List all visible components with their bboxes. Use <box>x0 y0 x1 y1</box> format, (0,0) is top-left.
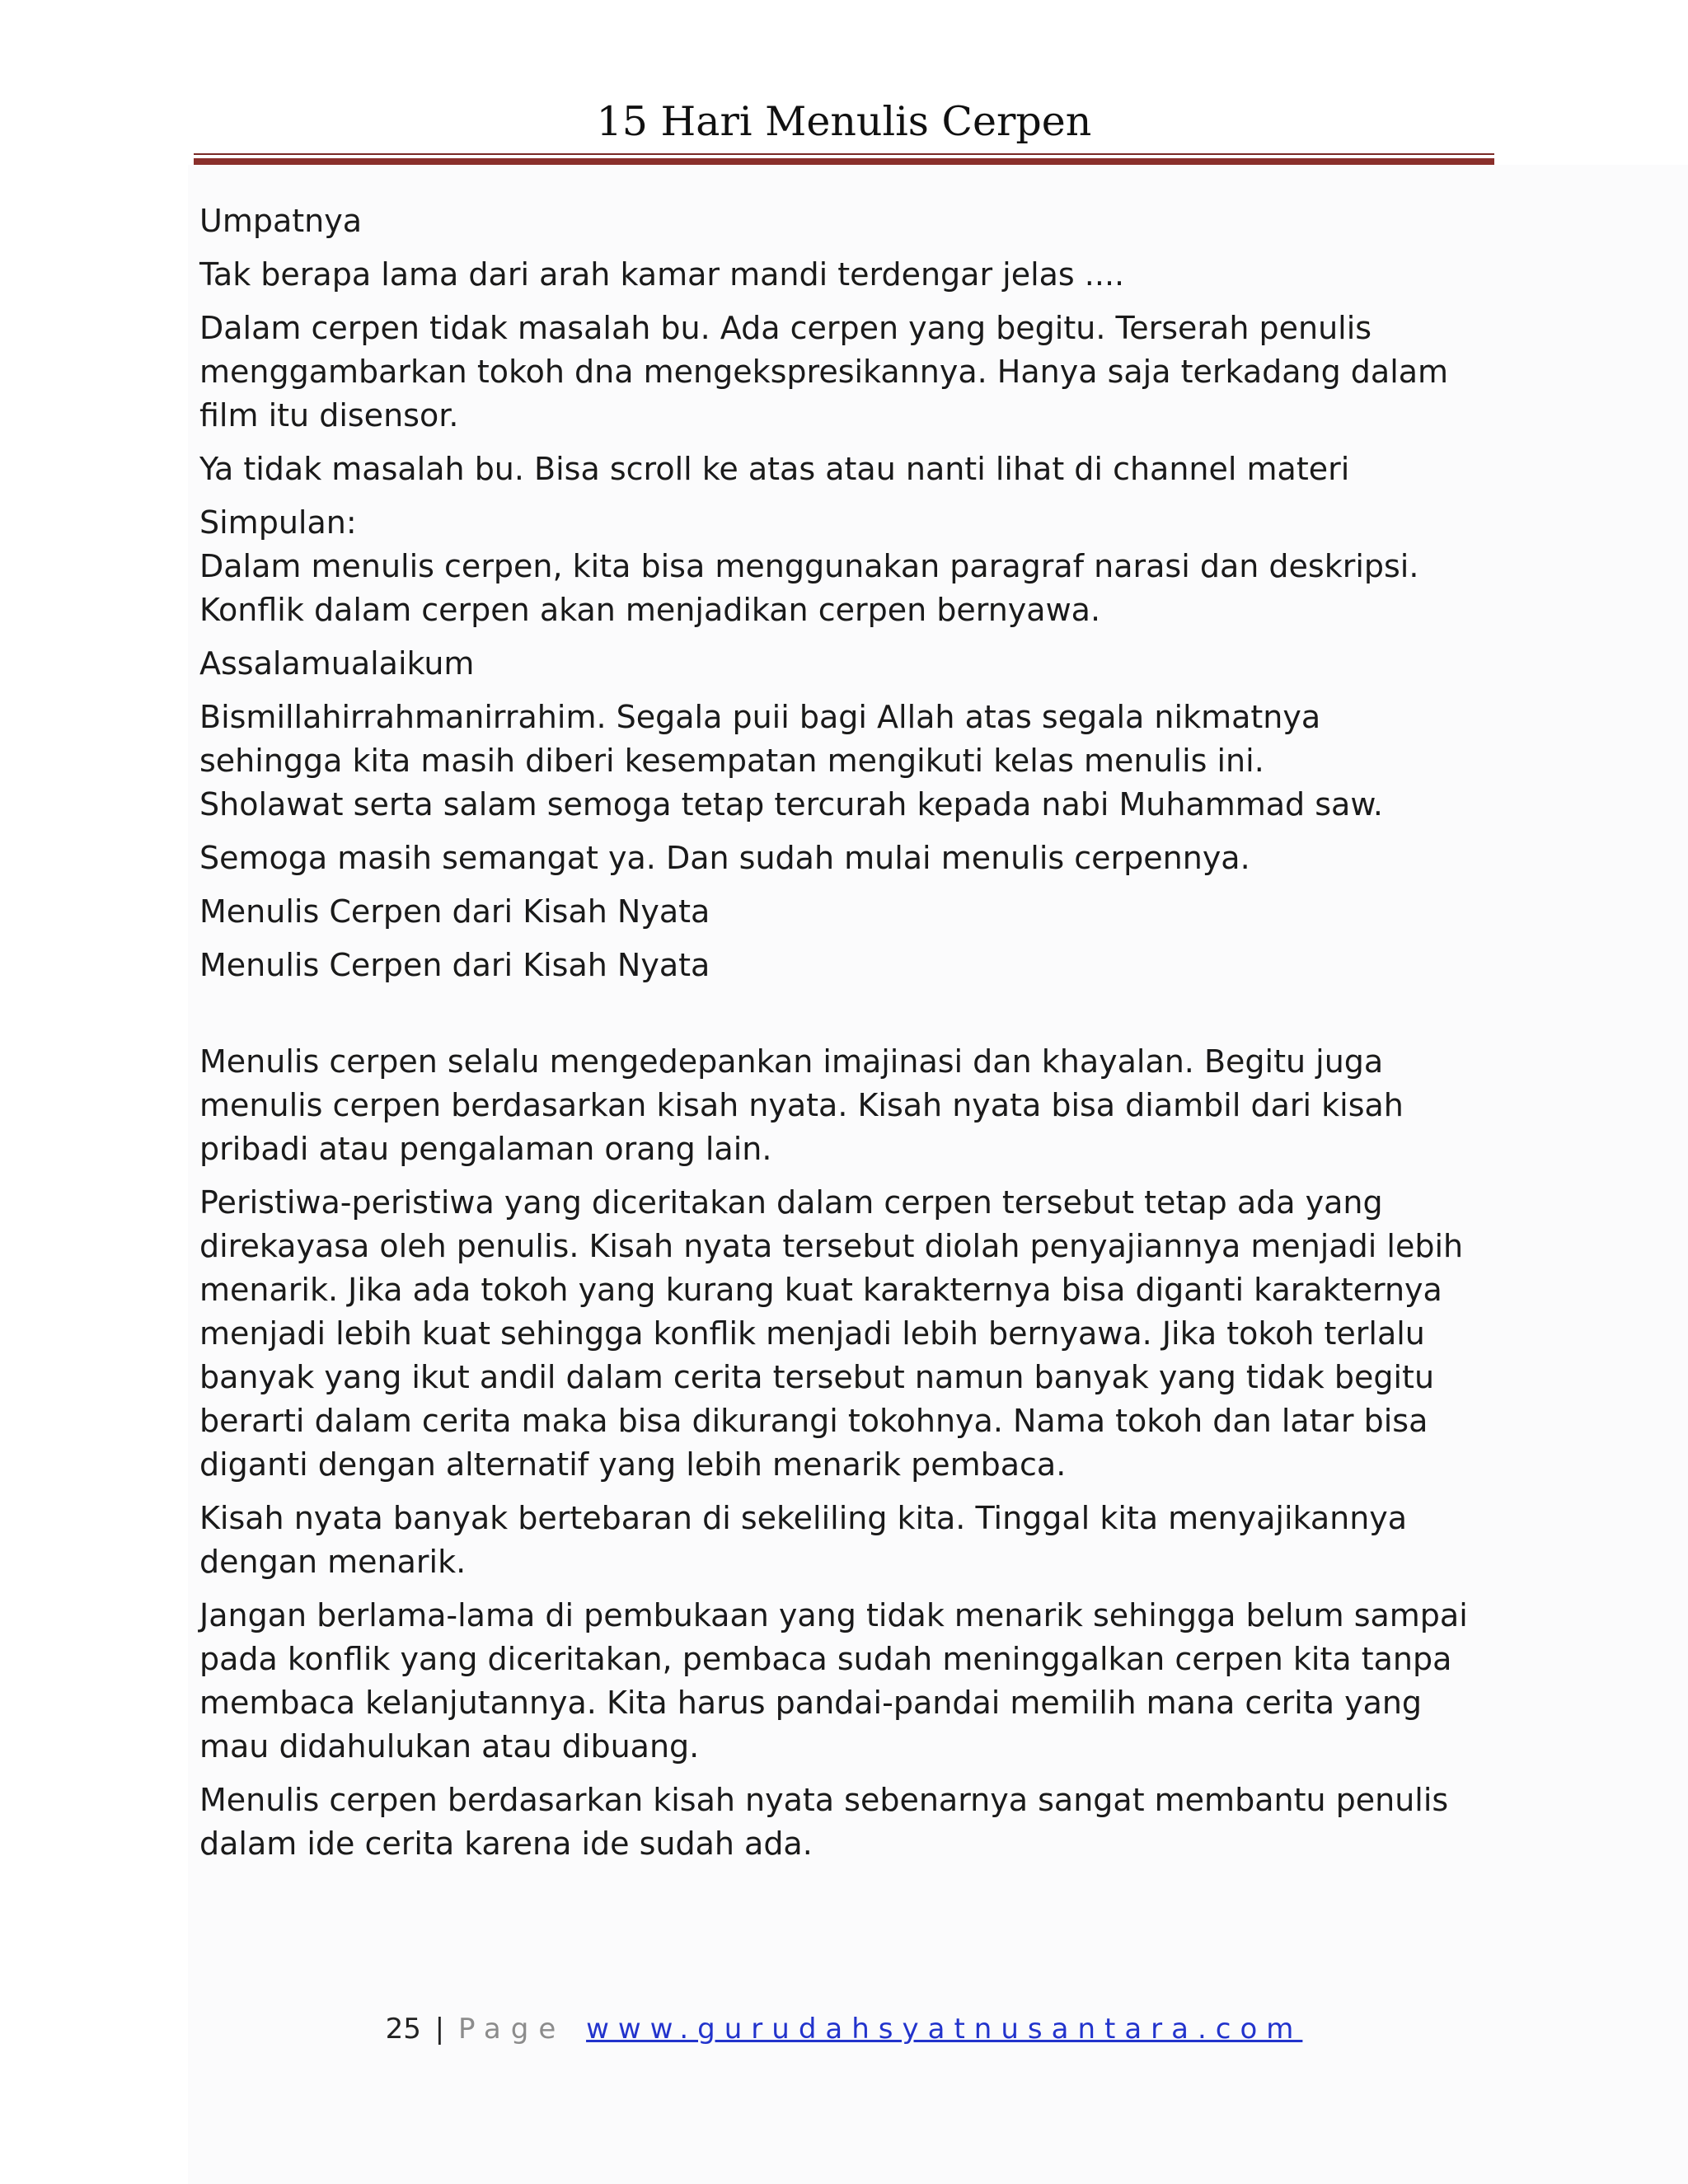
header-rule-thick <box>194 158 1494 165</box>
paragraph: Sholawat serta salam semoga tetap tercurah kepada nabi Muhammad saw. <box>199 786 1384 823</box>
section-title: Menulis Cerpen dari Kisah Nyata <box>199 947 710 983</box>
paragraph: Dalam cerpen tidak masalah bu. Ada cerpen yang begitu. Terserah penulis menggambarkan tokoh dna mengekspresikannya. Hanya saja terkadang dalam film itu disensor. <box>199 310 1449 434</box>
paragraph: Umpatnya <box>199 203 362 239</box>
page-header-title: 15 Hari Menulis Cerpen <box>596 98 1092 145</box>
footer-separator: | <box>434 2013 445 2046</box>
paragraph: Bismillahirrahmanirrahim. Segala puii bagi Allah atas segala nikmatnya sehingga kita masih diberi kesempatan mengikuti kelas menulis ini. <box>199 699 1321 779</box>
paragraph: Kisah nyata banyak bertebaran di sekeliling kita. Tinggal kita menyajikannya dengan menarik. <box>199 1500 1408 1580</box>
paragraph: Menulis Cerpen dari Kisah Nyata <box>199 893 710 930</box>
paragraph: Jangan berlama-lama di pembukaan yang tidak menarik sehingga belum sampai pada konflik yang diceritakan, pembaca sudah meninggalkan cerpen kita tanpa membaca kelanjutannya. Kita harus pandai-pandai memilih mana cerita yang mau didahulukan atau dibuang. <box>199 1597 1468 1765</box>
paragraph: Menulis cerpen berdasarkan kisah nyata sebenarnya sangat membantu penulis dalam ide cerita karena ide sudah ada. <box>199 1782 1449 1862</box>
paragraph: Peristiwa-peristiwa yang diceritakan dalam cerpen tersebut tetap ada yang direkayasa oleh penulis. Kisah nyata tersebut diolah penyajiannya menjadi lebih menarik. Jika ada tokoh yang kurang kuat karakternya bisa diganti karakternya menjadi lebih kuat sehingga konflik menjadi lebih bernyawa. Jika tokoh terlalu banyak yang ikut andil dalam cerita tersebut namun banyak yang tidak begitu berarti dalam cerita maka bisa dikurangi tokohnya. Nama tokoh dan latar bisa diganti dengan alternatif yang lebih menarik pembaca. <box>199 1184 1464 1483</box>
page-footer <box>0 2011 1688 2047</box>
website-link[interactable]: www.gurudahsyatnusantara.com <box>586 2013 1303 2046</box>
paragraph-heading-simpulan: Simpulan: <box>199 504 357 541</box>
paragraph: Assalamualaikum <box>199 645 475 682</box>
page-number: 25 <box>385 2013 421 2046</box>
document-body <box>199 199 1473 1876</box>
paragraph: Ya tidak masalah bu. Bisa scroll ke atas atau nanti lihat di channel materi <box>199 451 1350 487</box>
paragraph: Dalam menulis cerpen, kita bisa menggunakan paragraf narasi dan deskripsi. Konflik dalam cerpen akan menjadikan cerpen bernyawa. <box>199 548 1419 628</box>
page-label: Page <box>457 2013 566 2046</box>
paragraph: Tak berapa lama dari arah kamar mandi terdengar jelas .... <box>199 256 1125 293</box>
paragraph: Semoga masih semangat ya. Dan sudah mulai menulis cerpennya. <box>199 840 1250 876</box>
paragraph: Menulis cerpen selalu mengedepankan imajinasi dan khayalan. Begitu juga menulis cerpen berdasarkan kisah nyata. Kisah nyata bisa diambil dari kisah pribadi atau pengalaman orang lain. <box>199 1043 1404 1167</box>
header-rule-thin <box>194 153 1494 155</box>
header-rule <box>194 153 1494 166</box>
